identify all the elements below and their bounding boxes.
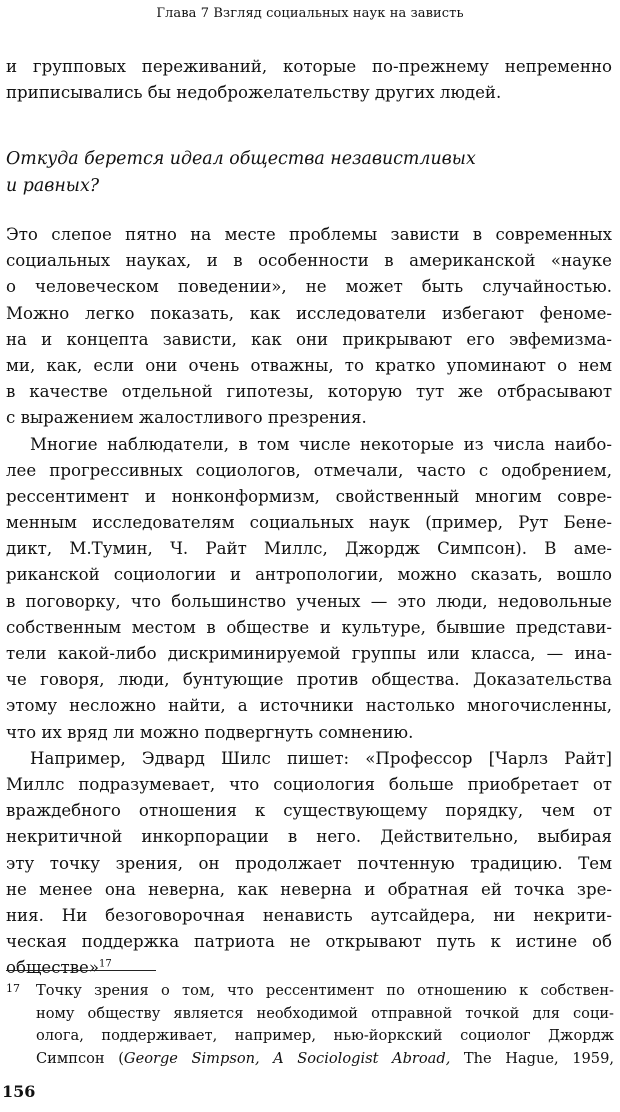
footnote-line: Точку зрения о том, что рессентимент по отношению к собствен- [36,982,614,999]
text-line: и групповых переживаний, которые по-прежнему непременно [6,57,612,76]
text-line: тели какой-либо дискриминируемой группы или класса, — ина- [6,644,612,663]
text-line: Это слепое пятно на месте проблемы зависти в современных [6,225,612,244]
text-line: с выражением жалостливого презрения. [6,408,367,428]
citation-prefix: Симпсон ( [36,1049,124,1067]
text-line: не менее она неверна, как неверна и обратная ей точка зре- [6,879,612,899]
paragraph-1 [6,222,612,432]
heading-line: Откуда берется идеал общества независтливых [6,149,476,169]
footnote-text [36,980,614,1070]
text-line: ми, как, если они очень отважны, то кратко упоминают о нем [6,355,612,375]
footnote-divider [6,970,156,971]
text-line: ческая поддержка патриота не открывают путь к истине об [6,932,612,952]
citation-suffix: The Hague, 1959, [450,1049,614,1067]
running-header: Глава 7 Взгляд социальных наук на зависть [156,6,464,21]
text-line: собственным местом в обществе и культуре, бывшие представи- [6,617,612,637]
paragraph-3 [6,746,612,982]
text-line: риканской социологии и антропологии, можно сказать, вошло [6,565,612,585]
footnote-line: олога, поддерживает, например, нью-йоркский социолог Джордж [36,1027,614,1045]
text-line: рессентимент и нонконформизм, свойственный многим совре- [6,486,612,506]
text-line: некритичной инкорпорации в него. Действительно, выбирая [6,827,612,847]
text-line-last [6,955,612,981]
text-line: на и концепта зависти, как они прикрывают его эвфемизма- [6,329,612,349]
text-line: дикт, М.Тумин, Ч. Райт Миллс, Джордж Симпсон). В аме- [6,539,612,559]
text-line: враждебного отношения к существующему порядку, чем от [6,801,612,821]
text-fragment: обществе» [6,958,100,978]
text-line: Миллс подразумевает, что социология больше приобретает от [6,774,612,794]
text-line: че говоря, люди, бунтующие против общества. Доказательства [6,670,612,690]
footnote-marker: 17 [6,982,20,995]
section-heading [6,146,612,200]
body-text [6,222,612,981]
text-line: о человеческом поведении», не может быть случайностью. [6,277,612,297]
text-line: эту точку зрения, он продолжает почтенную традицию. Тем [6,853,612,873]
text-line: в качестве отдельной гипотезы, которую тут же отбрасывают [6,382,612,402]
text-line: этому несложно найти, а источники настолько многочисленны, [6,696,612,716]
paragraph-2 [6,432,612,746]
footnote-line: ному обществу является необходимой отправной точкой для соци- [36,1004,614,1022]
text-line: Многие наблюдатели, в том числе некоторые из числа наибо- [30,434,612,454]
text-line: социальных науках, и в особенности в американской «науке [6,251,612,271]
text-line: Можно легко показать, как исследователи избегают феноме- [6,303,612,323]
continuation-paragraph [6,54,612,106]
text-line: менным исследователям социальных наук (пример, Рут Бене- [6,513,612,533]
footnote-reference[interactable]: 17 [99,958,112,970]
page-number: 156 [2,1082,36,1101]
text-line: Например, Эдвард Шилс пишет: «Профессор [Чарлз Райт] [30,748,612,768]
text-line: лее прогрессивных социологов, отмечали, часто с одобрением, [6,460,612,480]
citation-title: George Simpson, A Sociologist Abroad, [123,1049,451,1067]
text-line: что их вряд ли можно подвергнуть сомнению. [6,722,414,742]
footnote-line [36,1048,614,1071]
text-line: в поговорку, что большинство ученых — это люди, недовольные [6,591,612,611]
text-line: приписывались бы недоброжелательству других людей. [6,83,502,103]
heading-line: и равных? [6,176,100,196]
text-line: ния. Ни безоговорочная ненависть аутсайдера, ни некрити- [6,905,612,925]
